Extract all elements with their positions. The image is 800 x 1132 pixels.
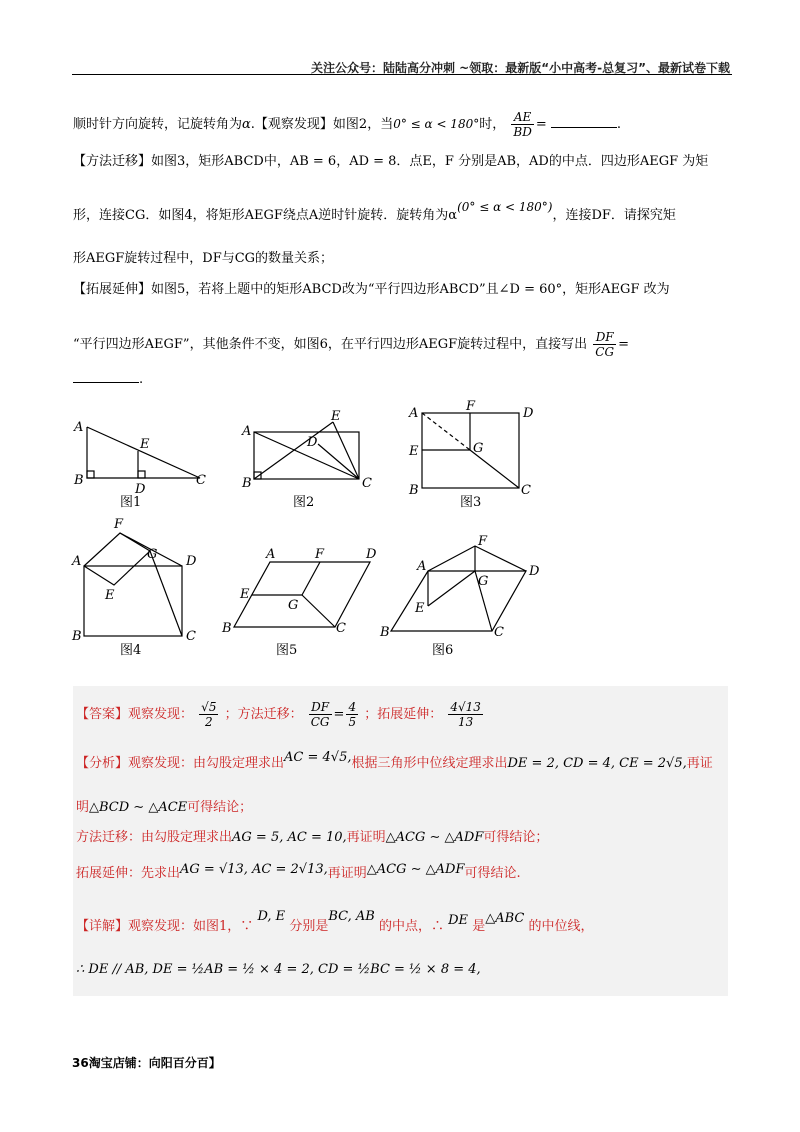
analysis-line-4: 拓展延伸：先求出AG = √13, AC = 2√13,再证明△ACG ∼ △ADF可得结论. <box>76 862 521 881</box>
analysis-line-2: 明△BCD ∼ △ACE可得结论； <box>76 800 253 815</box>
header-divider <box>72 74 732 75</box>
fig6-label-b: B <box>380 625 390 640</box>
fig5-label-g: G <box>288 598 299 613</box>
fig3-label-c: C <box>521 483 531 498</box>
detail-line-1: 【详解】观察发现：如图1，∵ D, E 分别是BC, AB 的中点，∴ DE 是△ABC 的中位线， <box>76 909 594 934</box>
figure-4 <box>84 533 182 636</box>
problem-line-2: 【方法迁移】如图3，矩形ABCD中，AB = 6，AD = 8．点E，F 分别是AB，AD的中点．四边形AEGF 为矩 <box>73 154 709 169</box>
fig4-caption: 图4 <box>120 643 142 658</box>
answer-frac-2b: $\frac{4}{5}$ <box>348 700 357 729</box>
fig1-label-e: E <box>140 437 150 452</box>
fig2-label-a: A <box>242 424 252 439</box>
fig4-label-f: F <box>114 517 124 532</box>
fig2-label-d: D <box>307 435 318 450</box>
fig5-label-b: B <box>222 621 232 636</box>
fig1-label-a: A <box>74 420 84 435</box>
fraction-df-cg: $\frac{DF}{CG}$ <box>595 330 615 359</box>
figure-6 <box>391 546 526 631</box>
fig4-label-c: C <box>186 629 196 644</box>
fig6-label-f: F <box>478 534 488 549</box>
fraction-ae-bd: $\frac{AE}{BD}$ <box>513 110 532 139</box>
problem-line-1: 顺时针方向旋转，记旋转角为α.【观察发现】如图2，当0° ≤ α < 180°时， $\frac{AE}{BD}$ = . <box>73 110 622 139</box>
fig5-label-f: F <box>315 547 325 562</box>
fig2-label-c: C <box>362 476 372 491</box>
answer-line: 【答案】观察发现： $\frac{√5}{2}$ ；方法迁移： $\frac{DF}{CG}$ = $\frac{4}{5}$ ；拓展延伸： $\frac{4√13}{13}$ <box>76 700 481 729</box>
problem-line-5: 【拓展延伸】如图5，若将上题中的矩形ABCD改为“平行四边形ABCD”且∠D = 60°，矩形AEGF 改为 <box>73 282 670 297</box>
detail-line-2: ∴ DE // AB, DE = ½AB = ½ × 4 = 2, CD = ½BC = ½ × 8 = 4, <box>76 962 481 977</box>
answer-blank-2 <box>73 372 139 383</box>
answer-frac-3: $\frac{4√13}{13}$ <box>450 700 481 729</box>
problem-line-6: “平行四边形AEGF”，其他条件不变，如图6，在平行四边形AEGF旋转过程中，直接写出 $\frac{DF}{CG}$ = <box>73 330 629 359</box>
fig1-label-c: C <box>196 473 206 488</box>
answer-frac-2a: $\frac{DF}{CG}$ <box>310 700 330 729</box>
fig3-label-e: E <box>409 444 419 459</box>
fig4-label-g: G <box>147 547 158 562</box>
fig6-label-c: C <box>494 625 504 640</box>
fig3-label-d: D <box>523 406 534 421</box>
page-header: 关注公众号：陆陆高分冲刺 ~领取：最新版“小中高考-总复习”、最新试卷下载 <box>311 61 730 75</box>
figure-3 <box>422 413 519 488</box>
fig6-label-a: A <box>417 559 427 574</box>
fig6-caption: 图6 <box>432 643 454 658</box>
fig4-label-b: B <box>72 629 82 644</box>
fig3-caption: 图3 <box>460 495 482 510</box>
fig5-caption: 图5 <box>276 643 298 658</box>
figure-1 <box>87 427 200 478</box>
analysis-line-3: 方法迁移：由勾股定理求出AG = 5, AC = 10,再证明△ACG ∼ △ADF可得结论； <box>76 830 549 845</box>
page-footer: 36淘宝店铺：向阳百分百】 <box>72 1056 221 1070</box>
fig2-label-b: B <box>242 476 252 491</box>
fig5-label-d: D <box>366 547 377 562</box>
fig5-label-c: C <box>336 621 346 636</box>
fig1-label-b: B <box>74 473 84 488</box>
figures-panel <box>60 400 740 660</box>
fig4-label-a: A <box>72 554 82 569</box>
analysis-line-1: 【分析】观察发现：由勾股定理求出AC = 4√5,根据三角形中位线定理求出DE = 2, CD = 4, CE = 2√5,再证 <box>76 750 713 771</box>
fig6-label-g: G <box>478 574 489 589</box>
fig5-label-e: E <box>240 587 250 602</box>
fig1-label-d: D <box>135 482 146 497</box>
fig6-label-e: E <box>415 601 425 616</box>
fig4-label-d: D <box>186 554 197 569</box>
fig3-label-f: F <box>466 400 476 414</box>
fig1-caption: 图1 <box>120 495 142 510</box>
problem-line-3: 形，连接CG．如图4，将矩形AEGF绕点A逆时针旋转．旋转角为α(0° ≤ α < 180°)，连接DF．请探究矩 <box>73 200 676 223</box>
fig6-label-d: D <box>529 564 540 579</box>
answer-frac-1: $\frac{√5}{2}$ <box>201 700 217 729</box>
figure-5 <box>234 562 370 627</box>
fig3-label-g: G <box>473 441 484 456</box>
fig2-label-e: E <box>331 409 341 424</box>
fig4-label-e: E <box>105 588 115 603</box>
fig5-label-a: A <box>266 547 276 562</box>
problem-line-4: 形AEGF旋转过程中，DF与CG的数量关系； <box>73 251 334 266</box>
fig2-caption: 图2 <box>293 495 315 510</box>
figure-2 <box>254 422 359 479</box>
fig3-label-a: A <box>409 406 419 421</box>
problem-line-7: . <box>73 372 143 387</box>
fig3-label-b: B <box>409 483 419 498</box>
answer-blank-1 <box>551 117 617 128</box>
